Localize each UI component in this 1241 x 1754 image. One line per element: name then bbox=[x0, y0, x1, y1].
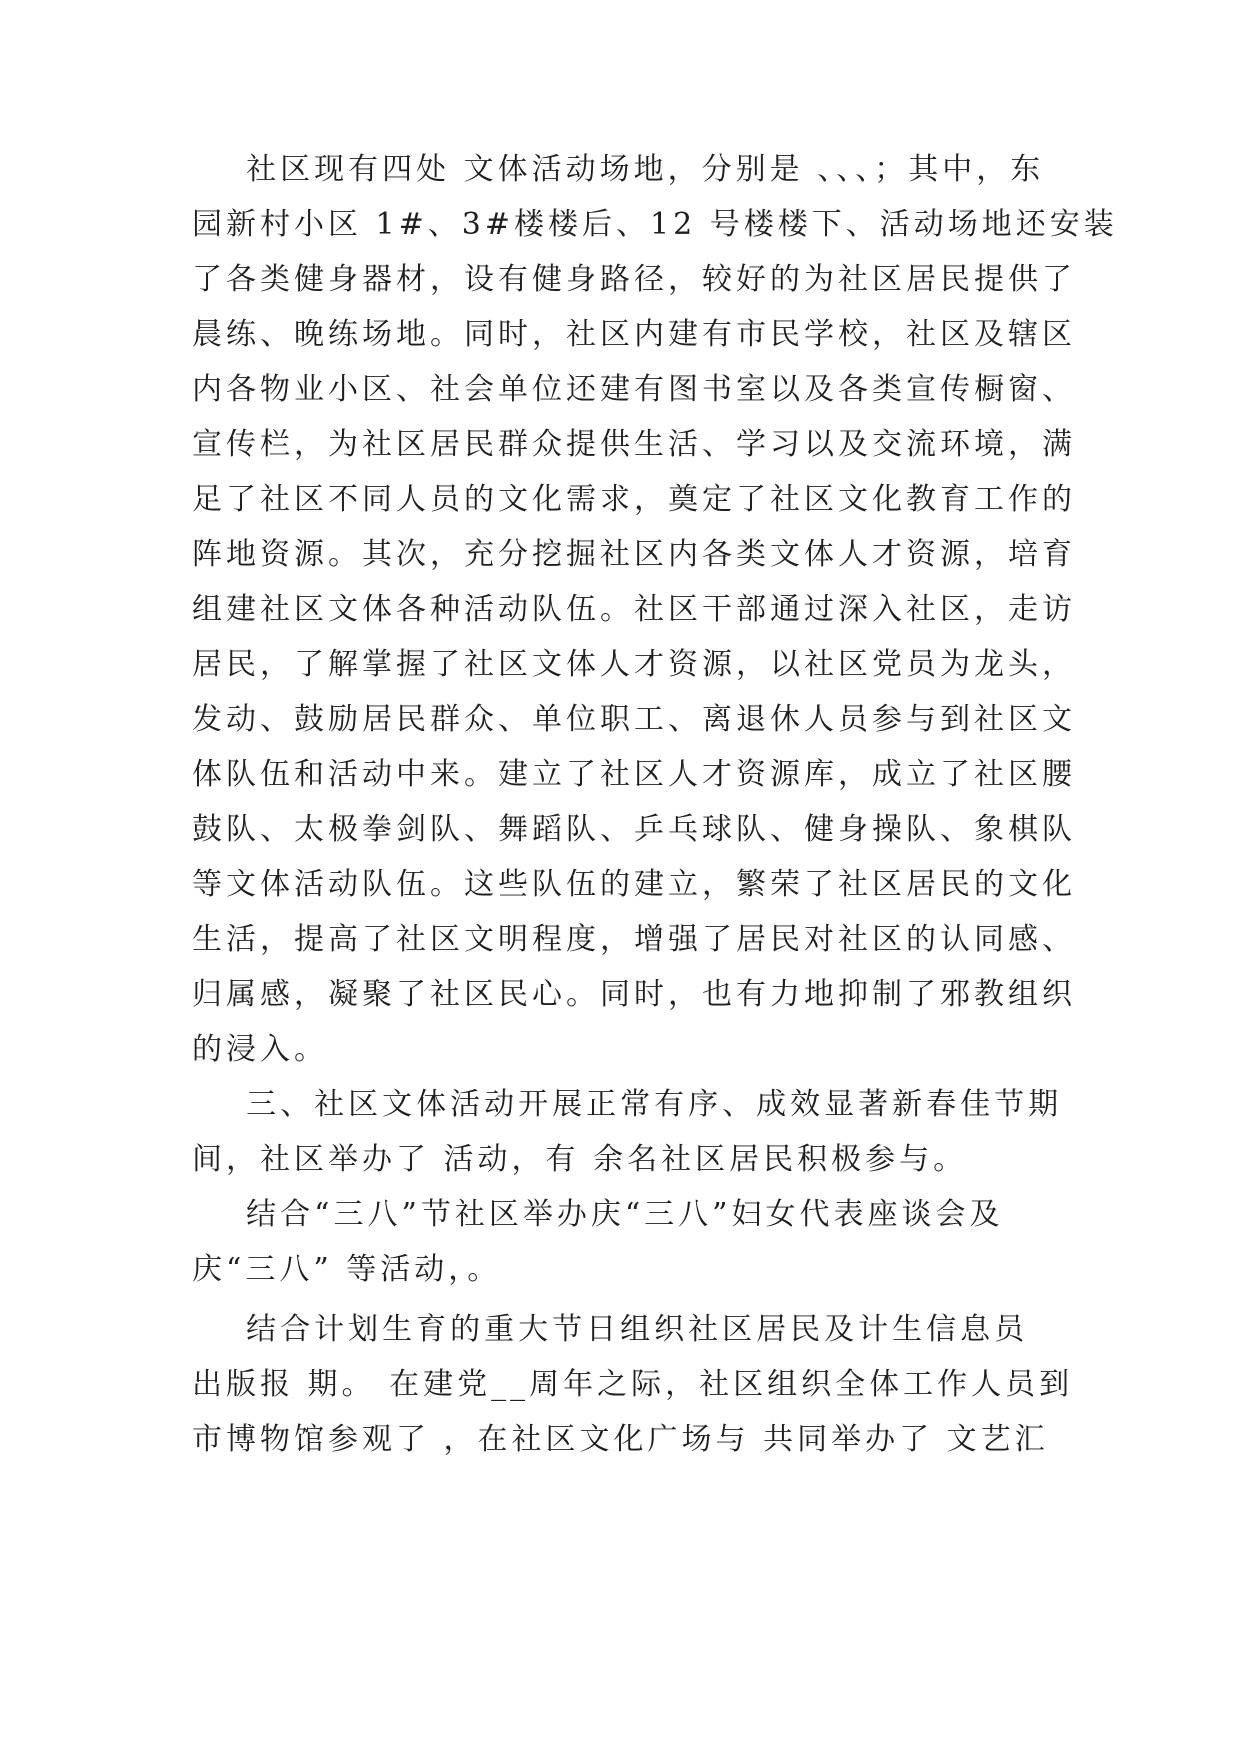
text-line: 庆“三八” 等活动，。 bbox=[192, 1252, 502, 1287]
text-line: 晨练、晚练场地。同时，社区内建有市民学校，社区及辖区 bbox=[192, 317, 1076, 352]
text-line: 等文体活动队伍。这些队伍的建立，繁荣了社区居民的文化 bbox=[192, 867, 1076, 902]
text-line: 组建社区文体各种活动队伍。社区干部通过深入社区，走访 bbox=[192, 592, 1076, 627]
text-line: 阵地资源。其次，充分挖掘社区内各类文体人才资源，培育 bbox=[192, 537, 1076, 572]
text-line: 三、社区文体活动开展正常有序、成效显著新春佳节期 bbox=[192, 1087, 1063, 1122]
text-line: 归属感，凝聚了社区民心。同时，也有力地抑制了邪教组织 bbox=[192, 977, 1076, 1012]
text-line: 社区现有四处 文体活动场地，分别是 、、、；其中，东 bbox=[192, 152, 1045, 187]
text-line: 宣传栏，为社区居民群众提供生活、学习以及交流环境，满 bbox=[192, 427, 1076, 462]
text-line: 市博物馆参观了 ，在社区文化广场与 共同举办了 文艺汇 bbox=[192, 1422, 1049, 1457]
text-line: 鼓队、太极拳剑队、舞蹈队、乒乓球队、健身操队、象棋队 bbox=[192, 812, 1076, 847]
text-line: 发动、鼓励居民群众、单位职工、离退休人员参与到社区文 bbox=[192, 702, 1076, 737]
text-line: 结合计划生育的重大节日组织社区居民及计生信息员 bbox=[192, 1312, 1029, 1347]
text-line: 足了社区不同人员的文化需求，奠定了社区文化教育工作的 bbox=[192, 482, 1076, 517]
text-line: 居民，了解掌握了社区文体人才资源，以社区党员为龙头， bbox=[192, 647, 1076, 682]
text-line: 生活，提高了社区文明程度，增强了居民对社区的认同感、 bbox=[192, 922, 1076, 957]
text-line: 出版报 期。 在建党__周年之际，社区组织全体工作人员到 bbox=[192, 1367, 1074, 1402]
text-line: 园新村小区 1#、3#楼楼后、12 号楼楼下、活动场地还安装 bbox=[192, 207, 1118, 242]
text-line: 内各物业小区、社会单位还建有图书室以及各类宣传橱窗、 bbox=[192, 372, 1076, 407]
text-line: 的浸入。 bbox=[192, 1032, 328, 1067]
text-line: 体队伍和活动中来。建立了社区人才资源库，成立了社区腰 bbox=[192, 757, 1076, 792]
text-line: 间，社区举办了 活动，有 余名社区居民积极参与。 bbox=[192, 1142, 968, 1177]
text-line: 结合“三八”节社区举办庆“三八”妇女代表座谈会及 bbox=[192, 1197, 1004, 1232]
text-line: 了各类健身器材，设有健身路径，较好的为社区居民提供了 bbox=[192, 262, 1076, 297]
